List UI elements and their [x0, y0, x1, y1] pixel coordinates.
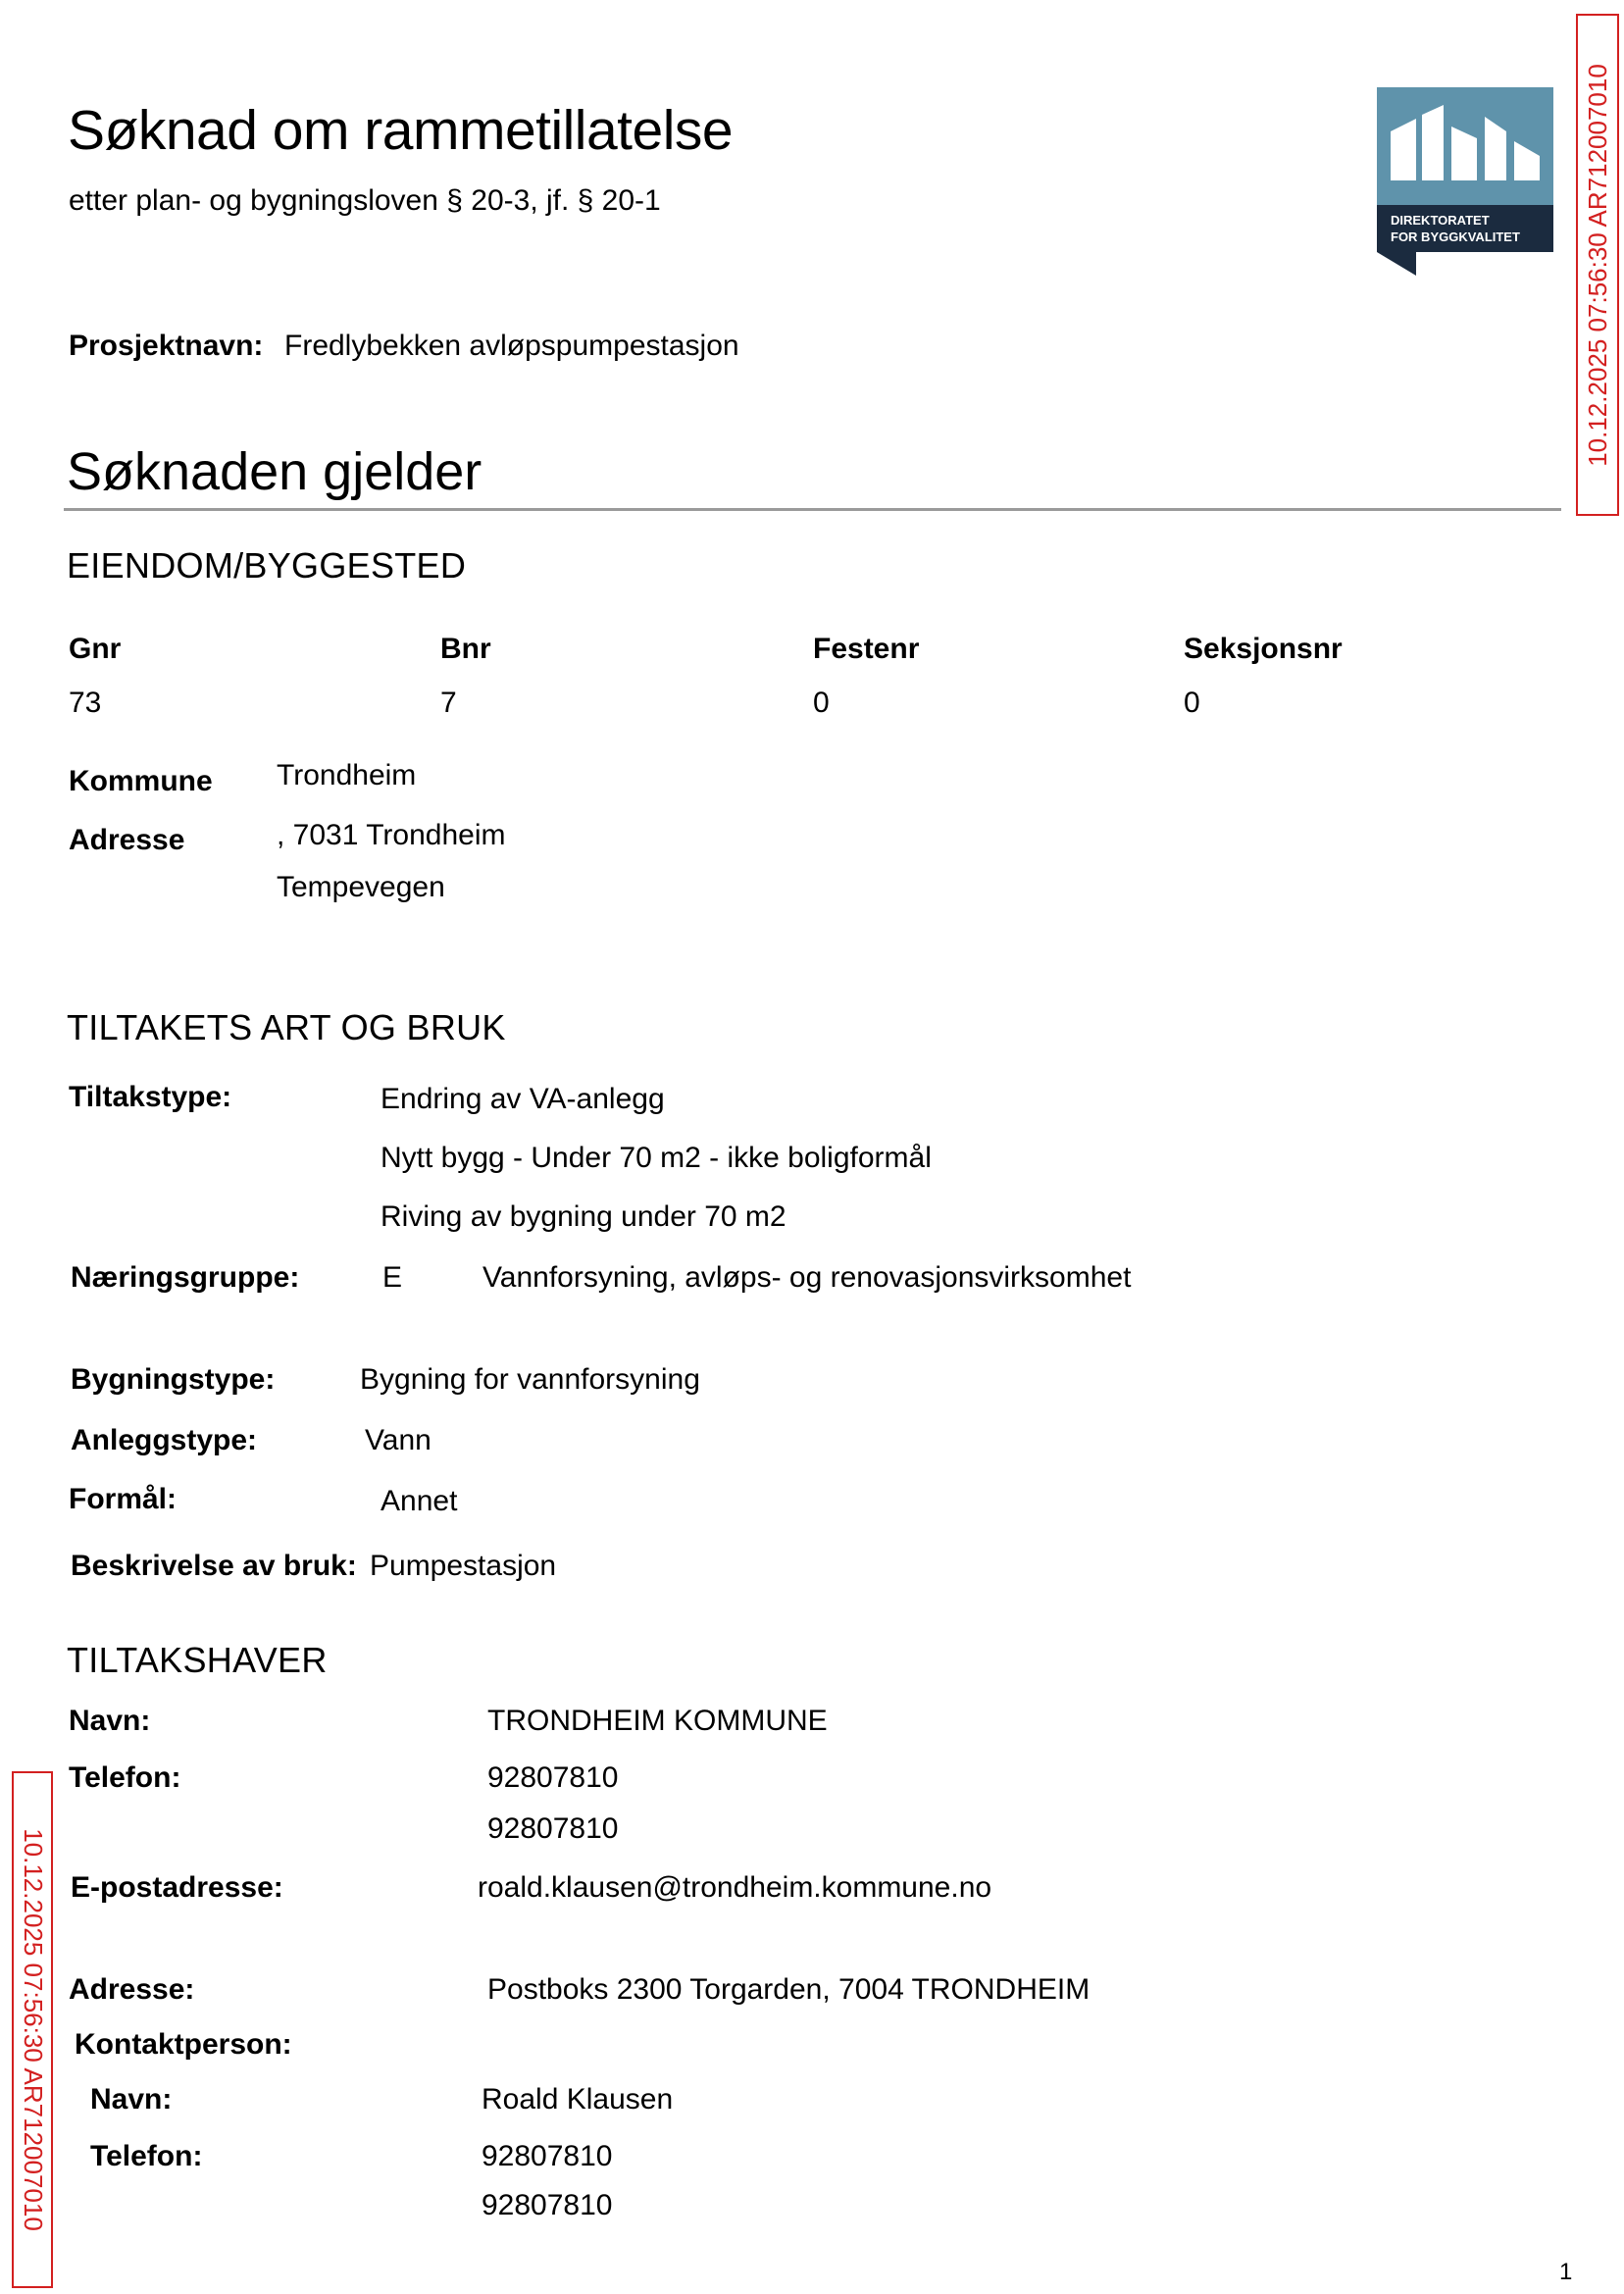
seksjonsnr-value: 0 — [1184, 687, 1200, 719]
seksjonsnr-label: Seksjonsnr — [1184, 633, 1343, 665]
kontaktperson-telefon-value: 92807810 — [482, 2189, 613, 2221]
tiltakstype-item: Nytt bygg - Under 70 m2 - ikke boligformål — [381, 1142, 932, 1174]
tiltakstype-item: Riving av bygning under 70 m2 — [381, 1200, 787, 1233]
document-subtitle: etter plan- og bygningsloven § 20-3, jf. § 20-1 — [69, 184, 661, 217]
project-label: Prosjektnavn: — [69, 330, 264, 362]
logo-text-line2: FOR BYGGKVALITET — [1391, 229, 1520, 244]
logo-text-line1: DIREKTORATET — [1391, 213, 1490, 228]
naeringsgruppe-code: E — [382, 1261, 403, 1294]
receipt-stamp-top-text: 10.12.2025 07:56:30 AR712007010 — [1582, 63, 1612, 467]
kontaktperson-navn-value: Roald Klausen — [482, 2083, 674, 2116]
formal-label: Formål: — [69, 1483, 178, 1515]
tiltakshaver-epost-value: roald.klausen@trondheim.kommune.no — [478, 1871, 992, 1904]
formal-value: Annet — [381, 1485, 458, 1517]
kontaktperson-label: Kontaktperson: — [75, 2028, 292, 2061]
receipt-stamp-top — [1576, 14, 1619, 516]
bygningstype-value: Bygning for vannforsyning — [360, 1363, 700, 1396]
kontaktperson-navn-label: Navn: — [90, 2083, 173, 2116]
festenr-value: 0 — [813, 687, 830, 719]
tiltakshaver-heading: TILTAKSHAVER — [67, 1640, 328, 1680]
anleggstype-value: Vann — [365, 1424, 431, 1456]
tiltakshaver-epost-label: E-postadresse: — [71, 1871, 283, 1904]
page-number: 1 — [1559, 2259, 1573, 2285]
kommune-value: Trondheim — [277, 759, 417, 791]
eiendom-heading: EIENDOM/BYGGESTED — [67, 545, 467, 586]
adresse-line2: Tempevegen — [277, 871, 445, 903]
naeringsgruppe-text: Vannforsyning, avløps- og renovasjonsvirksomhet — [482, 1261, 1132, 1294]
festenr-label: Festenr — [813, 633, 920, 665]
kommune-label: Kommune — [69, 765, 213, 797]
adresse-line1: , 7031 Trondheim — [277, 819, 506, 851]
anleggstype-label: Anleggstype: — [71, 1424, 258, 1456]
beskrivelse-value: Pumpestasjon — [370, 1550, 557, 1582]
tiltakshaver-navn-label: Navn: — [69, 1705, 151, 1737]
gnr-value: 73 — [69, 687, 102, 719]
tiltakshaver-adresse-label: Adresse: — [69, 1973, 195, 2006]
kontaktperson-telefon-value: 92807810 — [482, 2140, 613, 2172]
gnr-label: Gnr — [69, 633, 122, 665]
tiltakstype-item: Endring av VA-anlegg — [381, 1083, 665, 1115]
bnr-value: 7 — [440, 687, 457, 719]
tiltakshaver-navn-value: TRONDHEIM KOMMUNE — [487, 1705, 828, 1737]
tiltakstype-label: Tiltakstype: — [69, 1081, 232, 1113]
section-heading: Søknaden gjelder — [67, 442, 482, 501]
section-divider — [64, 508, 1561, 511]
dibk-logo — [1377, 87, 1553, 276]
tiltakshaver-telefon-value: 92807810 — [487, 1761, 619, 1794]
receipt-stamp-bottom — [12, 1771, 53, 2288]
naeringsgruppe-label: Næringsgruppe: — [71, 1261, 300, 1294]
tiltakshaver-telefon-label: Telefon: — [69, 1761, 181, 1794]
document-title: Søknad om rammetillatelse — [68, 99, 734, 162]
adresse-label: Adresse — [69, 824, 185, 856]
dibk-logo-graphic — [1377, 87, 1553, 276]
bygningstype-label: Bygningstype: — [71, 1363, 276, 1396]
tiltak-heading: TILTAKETS ART OG BRUK — [67, 1007, 506, 1047]
beskrivelse-label: Beskrivelse av bruk: — [71, 1550, 357, 1582]
bnr-label: Bnr — [440, 633, 491, 665]
kontaktperson-telefon-label: Telefon: — [90, 2140, 203, 2172]
tiltakshaver-adresse-value: Postboks 2300 Torgarden, 7004 TRONDHEIM — [487, 1973, 1091, 2006]
receipt-stamp-bottom-text: 10.12.2025 07:56:30 AR712007010 — [18, 1828, 48, 2231]
project-value: Fredlybekken avløpspumpestasjon — [284, 330, 739, 362]
tiltakshaver-telefon-value: 92807810 — [487, 1812, 619, 1845]
